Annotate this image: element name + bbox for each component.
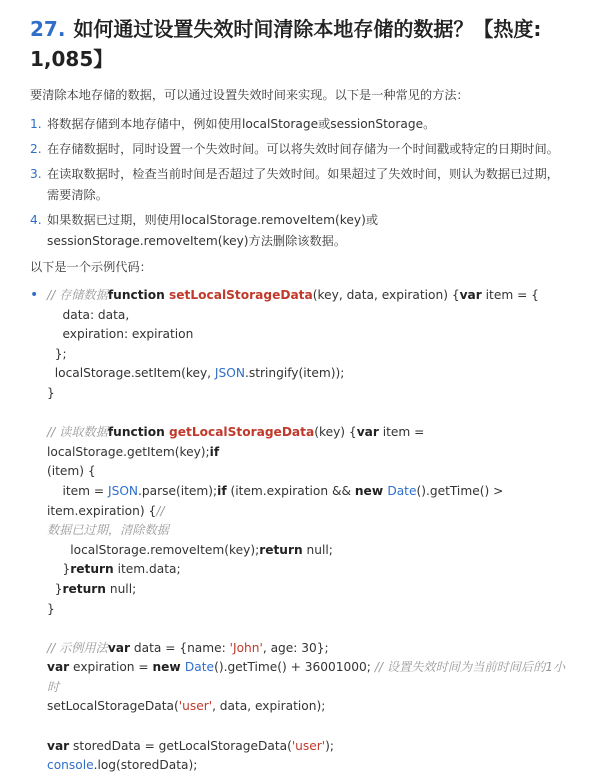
code-line <box>47 580 566 600</box>
code-token: // 设置失效时间为当前时间后的1小时 <box>47 660 566 694</box>
code-token: getLocalStorageData <box>169 425 315 440</box>
step-number: 3. <box>30 167 42 181</box>
intro-paragraph: 要清除本地存储的数据，可以通过设置失效时间来实现。以下是一种常见的方法： <box>30 88 469 102</box>
code-token: (item) { <box>47 464 96 479</box>
code-token: if <box>209 444 220 459</box>
code-token: 'John' <box>229 640 263 655</box>
code-line <box>47 560 566 580</box>
code-token: ().getTime() > item.expiration) { <box>47 483 508 518</box>
steps-list <box>30 114 566 252</box>
code-token: }; <box>47 346 67 361</box>
step-text: 如果数据已过期，则使用localStorage.removeItem(key)或sessionStorage.removeItem(key)方法删除该数据。 <box>47 213 379 248</box>
code-line <box>47 462 566 482</box>
code-token: var <box>459 288 482 302</box>
code-token: var <box>107 640 131 655</box>
code-token: data = {name: <box>130 640 230 655</box>
code-token: if <box>217 483 227 498</box>
code-token: item = <box>47 483 108 498</box>
code-token: item = { <box>481 288 539 302</box>
code-token: // 读取数据 <box>47 425 108 440</box>
code-lines <box>47 286 566 776</box>
code-line <box>47 639 566 659</box>
code-token: expiration = <box>69 660 153 675</box>
code-token: 数据已过期，清除数据 <box>47 523 169 538</box>
code-line <box>47 697 566 717</box>
code-token: null; <box>105 581 137 596</box>
code-token: Date <box>184 660 215 675</box>
code-line <box>47 756 566 776</box>
code-token: setLocalStorageData( <box>47 699 179 714</box>
code-token: // 示例用法 <box>47 640 108 655</box>
code-line <box>47 423 566 462</box>
code-line <box>47 482 566 521</box>
code-token: ().getTime() + 36001000; <box>214 660 375 675</box>
code-token: var <box>47 660 70 675</box>
code-token: new <box>152 660 185 675</box>
code-token: } <box>47 601 55 616</box>
code-token: Date <box>387 483 417 498</box>
step-item <box>30 210 566 252</box>
code-line <box>47 619 566 639</box>
code-token: , data, expiration); <box>212 699 326 714</box>
code-token: // 存储数据 <box>47 288 108 302</box>
code-token: null; <box>302 542 333 557</box>
code-line <box>47 364 566 384</box>
step-text: 在存储数据时，同时设置一个失效时间。可以将失效时间存储为一个时间戳或特定的日期时间。 <box>47 142 559 156</box>
code-token: item.data; <box>113 562 181 577</box>
code-token: data: data, <box>47 307 130 322</box>
code-token: var <box>47 738 70 753</box>
code-token: storedData = getLocalStorageData( <box>69 738 292 753</box>
step-number: 4. <box>30 213 42 227</box>
step-number: 1. <box>30 117 42 131</box>
code-token: ); <box>325 738 334 753</box>
code-token: function <box>107 288 170 302</box>
code-token: return <box>259 542 303 557</box>
code-token: , age: 30}; <box>262 640 329 655</box>
code-token: } <box>47 562 71 577</box>
step-number: 2. <box>30 142 42 156</box>
question-title-text: 如何通过设置失效时间清除本地存储的数据？【热度: 1,085】 <box>30 17 542 71</box>
code-token: expiration: expiration <box>47 327 194 342</box>
bullet-marker: • <box>30 287 39 303</box>
code-token: .log(storedData); <box>93 758 198 773</box>
code-token: new <box>354 483 388 498</box>
code-token: 'user' <box>291 738 326 753</box>
code-token: (key, data, expiration) { <box>312 288 460 302</box>
code-token: .stringify(item)); <box>244 366 345 381</box>
code-line <box>47 286 566 306</box>
code-line <box>47 325 566 345</box>
code-line <box>47 384 566 404</box>
question-number: 27. <box>30 17 66 41</box>
code-token: } <box>47 581 63 596</box>
example-lead: 以下是一个示例代码： <box>30 260 152 274</box>
code-token: item = localStorage.getItem(key); <box>47 425 429 459</box>
code-line <box>47 600 566 620</box>
code-line <box>47 306 566 326</box>
code-line <box>47 541 566 561</box>
code-line <box>47 737 566 757</box>
code-token: JSON <box>214 366 245 381</box>
code-token: function <box>107 425 170 440</box>
code-line <box>47 717 566 737</box>
code-line <box>47 658 566 697</box>
code-line <box>47 345 566 365</box>
code-token: 'user' <box>178 699 213 714</box>
code-line <box>47 521 566 541</box>
code-token: setLocalStorageData <box>169 288 313 302</box>
step-item <box>30 164 566 206</box>
code-token: console <box>47 758 94 773</box>
code-token: } <box>47 385 55 400</box>
code-token: (item.expiration && <box>226 483 355 498</box>
code-token: localStorage.removeItem(key); <box>47 542 260 557</box>
code-token: .parse(item); <box>138 483 218 498</box>
question-title <box>30 14 566 74</box>
code-example <box>30 286 566 776</box>
step-item <box>30 139 566 160</box>
code-token: (key) { <box>314 425 357 440</box>
code-token: return <box>62 581 106 596</box>
code-token: var <box>356 425 379 440</box>
step-text: 在读取数据时，检查当前时间是否超过了失效时间。如果超过了失效时间，则认为数据已过期，需要清除。 <box>47 167 559 202</box>
code-token: return <box>70 562 114 577</box>
step-text: 将数据存储到本地存储中，例如使用localStorage或sessionStorage。 <box>47 117 436 131</box>
code-line <box>47 404 566 424</box>
code-token: localStorage.setItem(key, <box>47 366 215 381</box>
code-token: // <box>156 503 165 518</box>
code-token: JSON <box>108 483 139 498</box>
step-item <box>30 114 566 135</box>
